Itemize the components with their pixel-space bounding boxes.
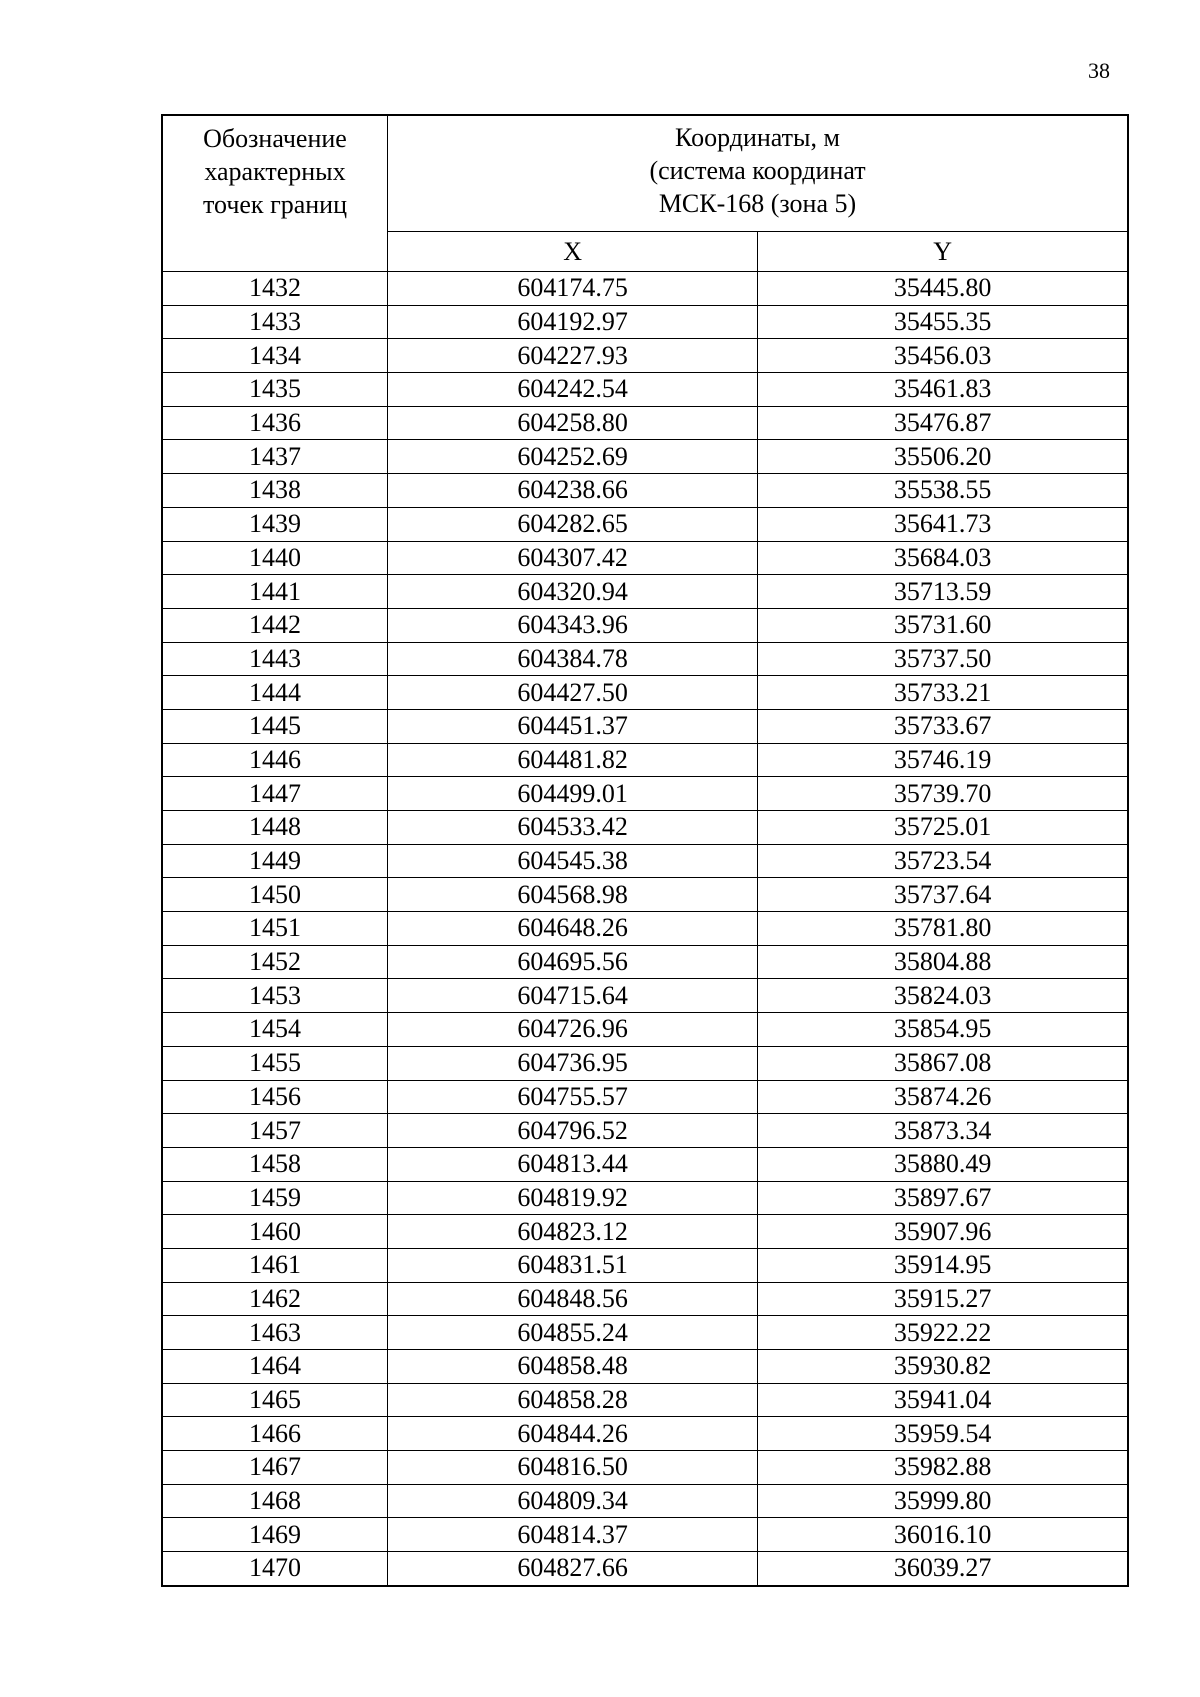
point-cell: 1432 <box>162 272 388 306</box>
table-row <box>162 1451 1128 1485</box>
table-row <box>162 608 1128 642</box>
y-cell: 35914.95 <box>758 1248 1128 1282</box>
table-row <box>162 1013 1128 1047</box>
point-cell: 1454 <box>162 1013 388 1047</box>
x-cell: 604813.44 <box>388 1147 758 1181</box>
point-cell: 1441 <box>162 575 388 609</box>
table-row <box>162 1114 1128 1148</box>
table-row <box>162 709 1128 743</box>
table-row <box>162 575 1128 609</box>
y-cell: 36039.27 <box>758 1552 1128 1586</box>
point-cell: 1445 <box>162 709 388 743</box>
point-cell: 1470 <box>162 1552 388 1586</box>
table-row <box>162 373 1128 407</box>
table-row <box>162 912 1128 946</box>
point-cell: 1437 <box>162 440 388 474</box>
table-row <box>162 1417 1128 1451</box>
x-cell: 604252.69 <box>388 440 758 474</box>
x-cell: 604858.28 <box>388 1383 758 1417</box>
point-cell: 1458 <box>162 1147 388 1181</box>
x-cell: 604796.52 <box>388 1114 758 1148</box>
table-row <box>162 1147 1128 1181</box>
point-cell: 1440 <box>162 541 388 575</box>
y-cell: 35731.60 <box>758 608 1128 642</box>
y-cell: 35506.20 <box>758 440 1128 474</box>
x-cell: 604174.75 <box>388 272 758 306</box>
y-cell: 35982.88 <box>758 1451 1128 1485</box>
header-point-designation <box>162 115 388 272</box>
y-cell: 35854.95 <box>758 1013 1128 1047</box>
x-cell: 604819.92 <box>388 1181 758 1215</box>
y-cell: 35804.88 <box>758 945 1128 979</box>
point-cell: 1469 <box>162 1518 388 1552</box>
y-cell: 35737.50 <box>758 642 1128 676</box>
table-row <box>162 811 1128 845</box>
table-row <box>162 743 1128 777</box>
header-row-main <box>162 115 1128 232</box>
x-cell: 604855.24 <box>388 1316 758 1350</box>
y-cell: 35461.83 <box>758 373 1128 407</box>
x-cell: 604238.66 <box>388 474 758 508</box>
point-cell: 1439 <box>162 507 388 541</box>
table-row <box>162 1383 1128 1417</box>
point-cell: 1461 <box>162 1248 388 1282</box>
x-cell: 604481.82 <box>388 743 758 777</box>
x-cell: 604282.65 <box>388 507 758 541</box>
table-row <box>162 1518 1128 1552</box>
point-cell: 1451 <box>162 912 388 946</box>
x-cell: 604227.93 <box>388 339 758 373</box>
y-cell: 35880.49 <box>758 1147 1128 1181</box>
x-cell: 604858.48 <box>388 1350 758 1384</box>
point-cell: 1466 <box>162 1417 388 1451</box>
x-cell: 604726.96 <box>388 1013 758 1047</box>
x-cell: 604831.51 <box>388 1248 758 1282</box>
point-cell: 1450 <box>162 878 388 912</box>
table-row <box>162 1215 1128 1249</box>
y-cell: 35959.54 <box>758 1417 1128 1451</box>
point-cell: 1443 <box>162 642 388 676</box>
x-cell: 604648.26 <box>388 912 758 946</box>
y-cell: 35723.54 <box>758 844 1128 878</box>
y-cell: 35746.19 <box>758 743 1128 777</box>
y-cell: 36016.10 <box>758 1518 1128 1552</box>
x-cell: 604307.42 <box>388 541 758 575</box>
point-cell: 1434 <box>162 339 388 373</box>
table-row <box>162 1181 1128 1215</box>
table-row <box>162 474 1128 508</box>
x-cell: 604844.26 <box>388 1417 758 1451</box>
header-coordinates-line: Координаты, м <box>675 123 840 152</box>
x-cell: 604192.97 <box>388 305 758 339</box>
x-cell: 604427.50 <box>388 676 758 710</box>
point-cell: 1449 <box>162 844 388 878</box>
x-cell: 604814.37 <box>388 1518 758 1552</box>
y-cell: 35897.67 <box>758 1181 1128 1215</box>
table-row <box>162 406 1128 440</box>
table-row <box>162 945 1128 979</box>
table-row <box>162 440 1128 474</box>
x-cell: 604545.38 <box>388 844 758 878</box>
table-header <box>162 115 1128 272</box>
point-cell: 1448 <box>162 811 388 845</box>
y-cell: 35867.08 <box>758 1046 1128 1080</box>
point-cell: 1438 <box>162 474 388 508</box>
point-cell: 1464 <box>162 1350 388 1384</box>
x-cell: 604533.42 <box>388 811 758 845</box>
point-cell: 1447 <box>162 777 388 811</box>
y-cell: 35739.70 <box>758 777 1128 811</box>
header-coordinates-line: (система координат <box>649 156 866 185</box>
page-number: 38 <box>1088 58 1110 83</box>
table-row <box>162 339 1128 373</box>
point-cell: 1459 <box>162 1181 388 1215</box>
y-cell: 35930.82 <box>758 1350 1128 1384</box>
y-cell: 35737.64 <box>758 878 1128 912</box>
x-cell: 604827.66 <box>388 1552 758 1586</box>
point-cell: 1452 <box>162 945 388 979</box>
y-cell: 35941.04 <box>758 1383 1128 1417</box>
y-cell: 35713.59 <box>758 575 1128 609</box>
table-row <box>162 979 1128 1013</box>
table-row <box>162 1282 1128 1316</box>
header-x: X <box>388 232 758 272</box>
point-cell: 1467 <box>162 1451 388 1485</box>
x-cell: 604343.96 <box>388 608 758 642</box>
x-cell: 604823.12 <box>388 1215 758 1249</box>
x-cell: 604242.54 <box>388 373 758 407</box>
y-cell: 35907.96 <box>758 1215 1128 1249</box>
table-row <box>162 1046 1128 1080</box>
y-cell: 35538.55 <box>758 474 1128 508</box>
point-cell: 1435 <box>162 373 388 407</box>
table-row <box>162 642 1128 676</box>
table-row <box>162 1350 1128 1384</box>
point-cell: 1457 <box>162 1114 388 1148</box>
x-cell: 604499.01 <box>388 777 758 811</box>
x-cell: 604848.56 <box>388 1282 758 1316</box>
point-cell: 1463 <box>162 1316 388 1350</box>
point-cell: 1433 <box>162 305 388 339</box>
y-cell: 35999.80 <box>758 1484 1128 1518</box>
header-coordinates <box>388 115 1129 232</box>
x-cell: 604695.56 <box>388 945 758 979</box>
y-cell: 35456.03 <box>758 339 1128 373</box>
x-cell: 604568.98 <box>388 878 758 912</box>
y-cell: 35641.73 <box>758 507 1128 541</box>
x-cell: 604451.37 <box>388 709 758 743</box>
table-row <box>162 272 1128 306</box>
point-cell: 1442 <box>162 608 388 642</box>
x-cell: 604715.64 <box>388 979 758 1013</box>
y-cell: 35733.21 <box>758 676 1128 710</box>
point-cell: 1455 <box>162 1046 388 1080</box>
x-cell: 604736.95 <box>388 1046 758 1080</box>
table-row <box>162 777 1128 811</box>
point-cell: 1446 <box>162 743 388 777</box>
y-cell: 35874.26 <box>758 1080 1128 1114</box>
y-cell: 35684.03 <box>758 541 1128 575</box>
y-cell: 35445.80 <box>758 272 1128 306</box>
table-row <box>162 1316 1128 1350</box>
coordinates-table <box>161 114 1129 1587</box>
table-row <box>162 1248 1128 1282</box>
x-cell: 604809.34 <box>388 1484 758 1518</box>
point-cell: 1453 <box>162 979 388 1013</box>
x-cell: 604384.78 <box>388 642 758 676</box>
header-y: Y <box>758 232 1128 272</box>
point-cell: 1456 <box>162 1080 388 1114</box>
table-row <box>162 541 1128 575</box>
point-cell: 1462 <box>162 1282 388 1316</box>
header-point-designation-line: характерных <box>204 157 346 186</box>
table-row <box>162 305 1128 339</box>
y-cell: 35725.01 <box>758 811 1128 845</box>
point-cell: 1468 <box>162 1484 388 1518</box>
table-row <box>162 878 1128 912</box>
table-row <box>162 1484 1128 1518</box>
y-cell: 35873.34 <box>758 1114 1128 1148</box>
table-row <box>162 507 1128 541</box>
point-cell: 1465 <box>162 1383 388 1417</box>
table-row <box>162 676 1128 710</box>
table-row <box>162 844 1128 878</box>
point-cell: 1460 <box>162 1215 388 1249</box>
y-cell: 35915.27 <box>758 1282 1128 1316</box>
x-cell: 604258.80 <box>388 406 758 440</box>
point-cell: 1444 <box>162 676 388 710</box>
point-cell: 1436 <box>162 406 388 440</box>
header-point-designation-line: Обозначение <box>203 124 347 153</box>
table-row <box>162 1080 1128 1114</box>
y-cell: 35781.80 <box>758 912 1128 946</box>
y-cell: 35733.67 <box>758 709 1128 743</box>
y-cell: 35476.87 <box>758 406 1128 440</box>
y-cell: 35922.22 <box>758 1316 1128 1350</box>
table-body <box>162 272 1128 1586</box>
y-cell: 35824.03 <box>758 979 1128 1013</box>
x-cell: 604755.57 <box>388 1080 758 1114</box>
y-cell: 35455.35 <box>758 305 1128 339</box>
header-coordinates-line: МСК-168 (зона 5) <box>658 189 857 218</box>
header-point-designation-line: точек границ <box>202 190 348 219</box>
table-row <box>162 1552 1128 1586</box>
x-cell: 604320.94 <box>388 575 758 609</box>
x-cell: 604816.50 <box>388 1451 758 1485</box>
